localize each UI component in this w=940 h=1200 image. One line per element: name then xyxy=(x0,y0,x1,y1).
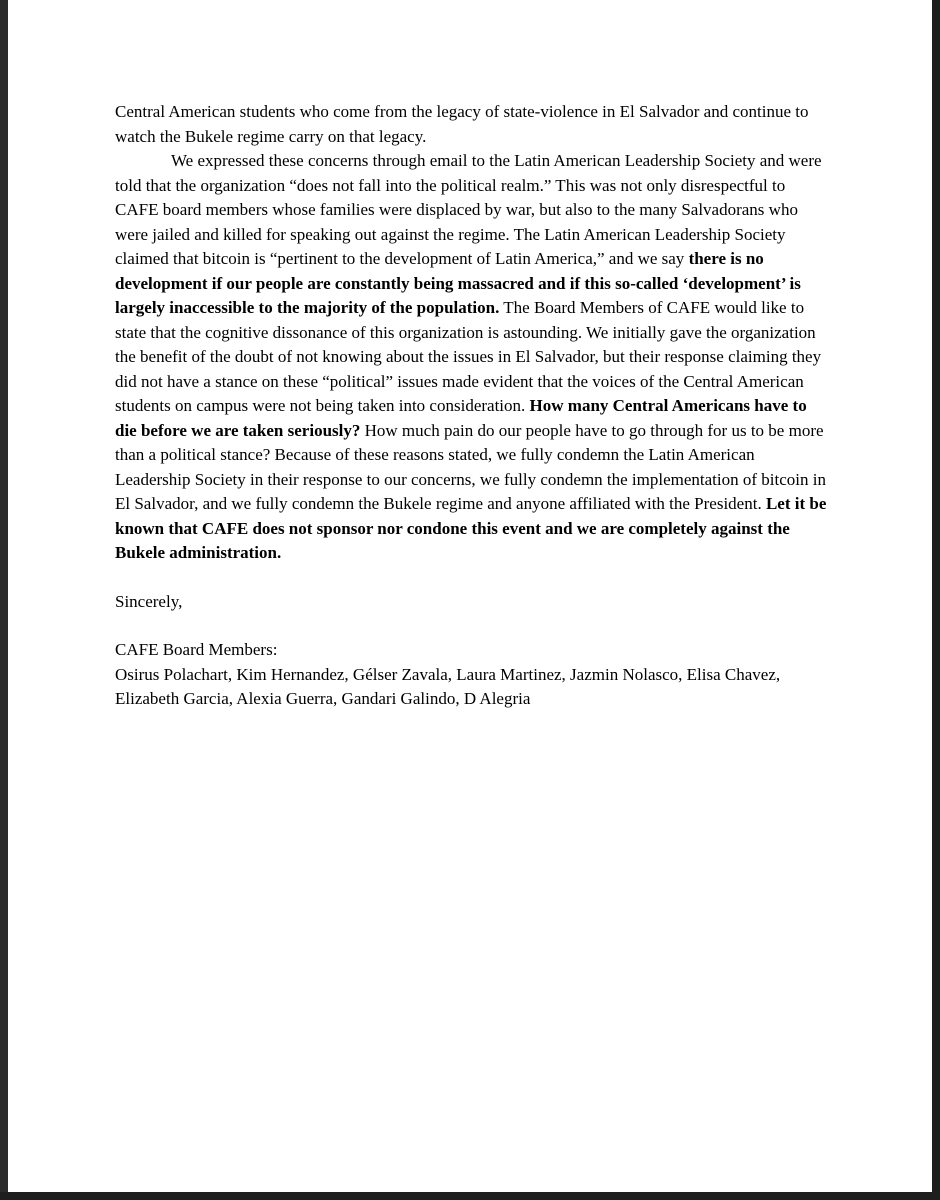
spacer xyxy=(115,614,830,638)
signature-names: Osirus Polachart, Kim Hernandez, Gélser Zavala, Laura Martinez, Jazmin Nolasco, Elisa Chavez, Elizabeth Garcia, Alexia Guerra, Gandari Galindo, D Alegria xyxy=(115,664,781,708)
paragraph-intro: Central American students who come from the legacy of state-violence in El Salvador and continue to watch the Bukele regime carry on that legacy. xyxy=(115,102,809,146)
paragraph-main xyxy=(115,149,830,566)
signature-heading: CAFE Board Members: xyxy=(115,640,278,659)
spacer xyxy=(115,566,830,590)
frame-border-bottom xyxy=(0,1192,940,1200)
letter-body xyxy=(115,100,830,712)
closing: Sincerely, xyxy=(115,591,183,611)
paragraph-main-text-3: How much pain do our people have to go through for us to be more than a political stance? Because of these reasons stated, we fully condemn the Latin American Leadership Society in their response to our concerns, we fully condemn the implementation of bitcoin in El Salvador, and we fully condemn the Bukele regime and anyone affiliated with the President. xyxy=(115,420,826,513)
frame-border-right xyxy=(932,0,940,1200)
paragraph-main-bold-3: Let it be known that CAFE does not sponsor nor condone this event and we are completely against the Bukele administration. xyxy=(115,494,827,562)
paragraph-main-bold-1: there is no development if our people are constantly being massacred and if this so-called ‘development’ is largely inaccessible to the majority of the population. xyxy=(115,249,801,317)
paragraph-main-text-1: We expressed these concerns through email to the Latin American Leadership Society and were told that the organization “does not fall into the political realm.” This was not only disrespectful to CAFE board members whose families were displaced by war, but also to the many Salvadorans who were jailed and killed for speaking out against the regime. The Latin American Leadership Society claimed that bitcoin is “pertinent to the development of Latin America,” and we say xyxy=(115,151,822,268)
paragraph-main-text-2: The Board Members of CAFE would like to state that the cognitive dissonance of this organization is astounding. We initially gave the organization the benefit of the doubt of not knowing about the issues in El Salvador, but their response claiming they did not have a stance on these “political” issues made evident that the voices of the Central American students on campus were not being taken into consideration. xyxy=(115,298,822,415)
paragraph-main-bold-2: How many Central Americans have to die before we are taken seriously? xyxy=(115,396,807,440)
document-page xyxy=(8,0,932,1192)
